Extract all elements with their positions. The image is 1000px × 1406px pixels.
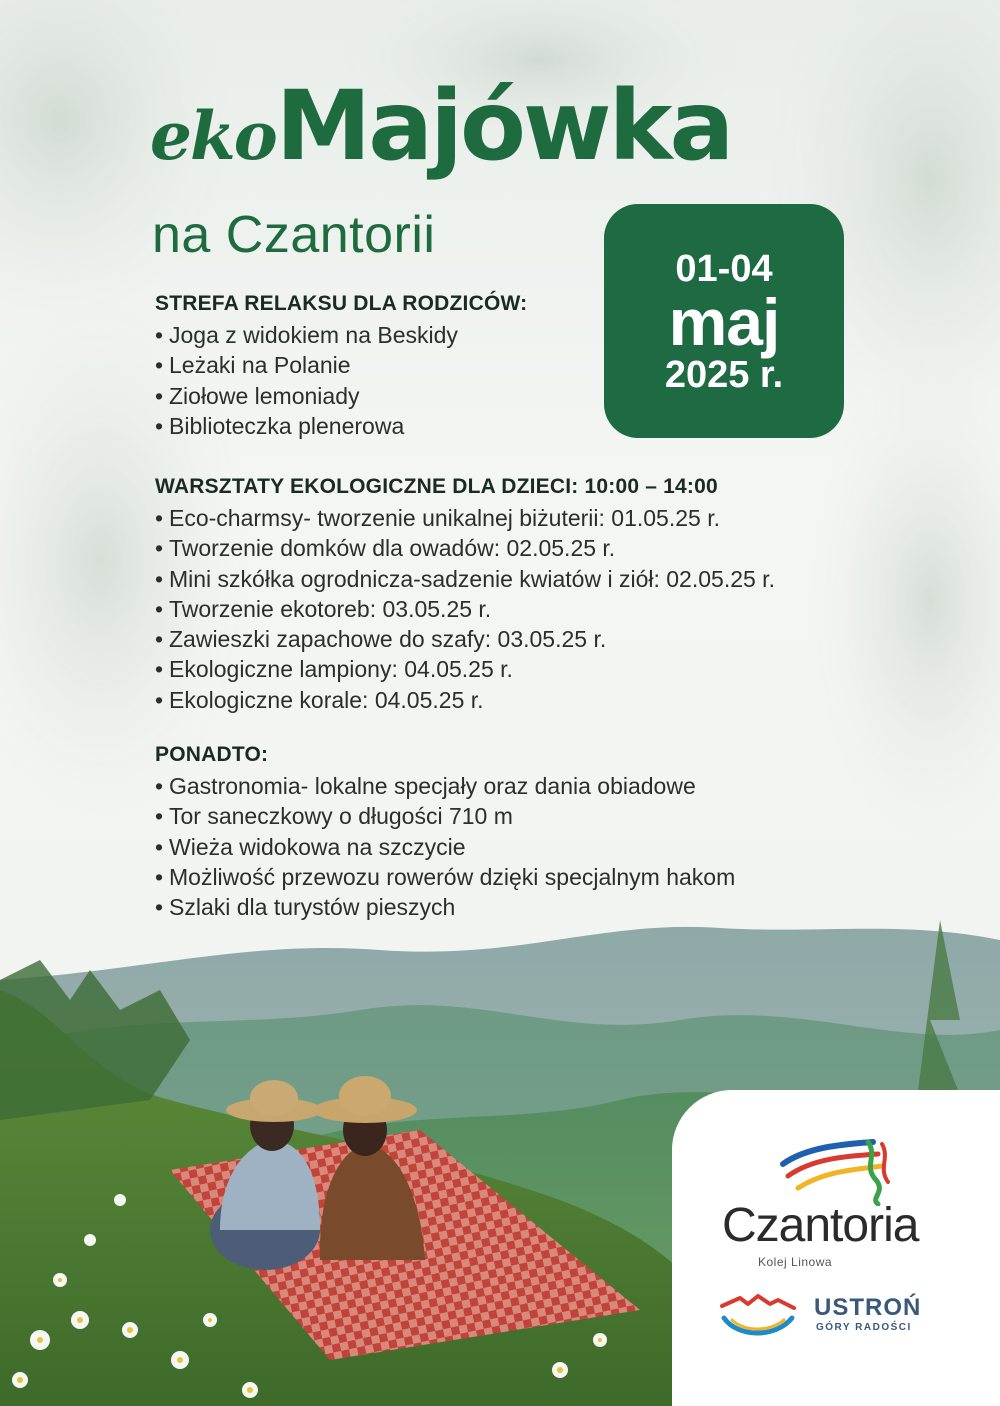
section-heading: STREFA RELAKSU DLA RODZICÓW: — [155, 292, 528, 315]
section-additionally — [155, 743, 735, 922]
bullet: • — [155, 565, 164, 592]
list-item — [155, 771, 735, 801]
ustron-logo-icon — [718, 1294, 798, 1340]
list-item-text: Tworzenie domków dla owadów: 02.05.25 r. — [169, 535, 616, 562]
bullet: • — [155, 535, 164, 562]
list-item — [155, 381, 527, 411]
list-item — [155, 411, 527, 441]
list-item — [155, 862, 735, 892]
ustron-wordmark: USTROŃ — [814, 1294, 922, 1321]
list-item-text: Ekologiczne lampiony: 04.05.25 r. — [169, 656, 513, 683]
list-item — [155, 594, 775, 624]
list-item — [155, 685, 775, 715]
list-item-text: Tor saneczkowy o długości 710 m — [169, 803, 513, 830]
section-list — [155, 320, 527, 441]
list-item-text: Ekologiczne korale: 04.05.25 r. — [169, 686, 484, 713]
list-item-text: Leżaki na Polanie — [169, 352, 351, 379]
bullet: • — [155, 894, 164, 921]
list-item — [155, 624, 775, 654]
list-item — [155, 892, 735, 922]
bullet: • — [155, 505, 164, 531]
title-main: Majówka — [275, 70, 732, 182]
list-item — [155, 350, 527, 380]
list-item-text: Mini szkółka ogrodnicza-sadzenie kwiatów i ziół: 02.05.25 r. — [169, 565, 775, 592]
bullet: • — [155, 833, 164, 860]
list-item-text: Możliwość przewozu rowerów dzięki specjalnym hakom — [169, 863, 736, 890]
list-item — [155, 654, 775, 684]
list-item-text: Tworzenie ekotoreb: 03.05.25 r. — [169, 595, 492, 622]
section-list — [155, 503, 775, 715]
bullet: • — [155, 656, 164, 683]
bullet: • — [155, 382, 164, 409]
bullet: • — [155, 626, 164, 653]
bullet: • — [155, 322, 164, 348]
list-item — [155, 320, 527, 350]
czantoria-logo-icon — [778, 1136, 898, 1206]
date-range: 01-04 — [675, 248, 773, 290]
ustron-subtitle: GÓRY RADOŚCI — [816, 1322, 912, 1333]
date-month: maj — [668, 285, 780, 359]
section-workshops — [155, 475, 775, 715]
list-item — [155, 801, 735, 831]
bullet: • — [155, 352, 164, 379]
czantoria-subtitle: Kolej Linowa — [758, 1255, 833, 1269]
list-item-text: Eco-charmsy- tworzenie unikalnej biżuterii: 01.05.25 r. — [169, 505, 720, 531]
list-item — [155, 533, 775, 563]
czantoria-wordmark: Czantoria — [722, 1199, 919, 1252]
section-heading: WARSZTATY EKOLOGICZNE DLA DZIECI: 10:00 – 14:00 — [155, 475, 718, 498]
list-item — [155, 503, 775, 533]
date-badge — [604, 204, 844, 438]
bullet: • — [155, 686, 164, 713]
list-item — [155, 564, 775, 594]
section-relax — [155, 292, 527, 441]
bullet: • — [155, 412, 164, 439]
bullet: • — [155, 773, 164, 799]
poster-subtitle: na Czantorii — [152, 206, 436, 264]
list-item-text: Zawieszki zapachowe do szafy: 03.05.25 r. — [169, 626, 607, 653]
list-item — [155, 832, 735, 862]
list-item-text: Ziołowe lemoniady — [169, 382, 360, 409]
section-list — [155, 771, 735, 922]
poster-title — [150, 70, 731, 200]
list-item-text: Wieża widokowa na szczycie — [169, 833, 466, 860]
list-item-text: Szlaki dla turystów pieszych — [169, 894, 456, 921]
bullet: • — [155, 595, 164, 622]
logo-card — [672, 1090, 1000, 1406]
section-heading: PONADTO: — [155, 743, 269, 766]
list-item-text: Biblioteczka plenerowa — [169, 412, 405, 439]
date-year: 2025 r. — [664, 354, 784, 396]
bullet: • — [155, 803, 164, 830]
bullet: • — [155, 863, 164, 890]
list-item-text: Gastronomia- lokalne specjały oraz dania obiadowe — [169, 773, 696, 799]
list-item-text: Joga z widokiem na Beskidy — [169, 322, 458, 348]
title-prefix: eko — [150, 97, 276, 175]
